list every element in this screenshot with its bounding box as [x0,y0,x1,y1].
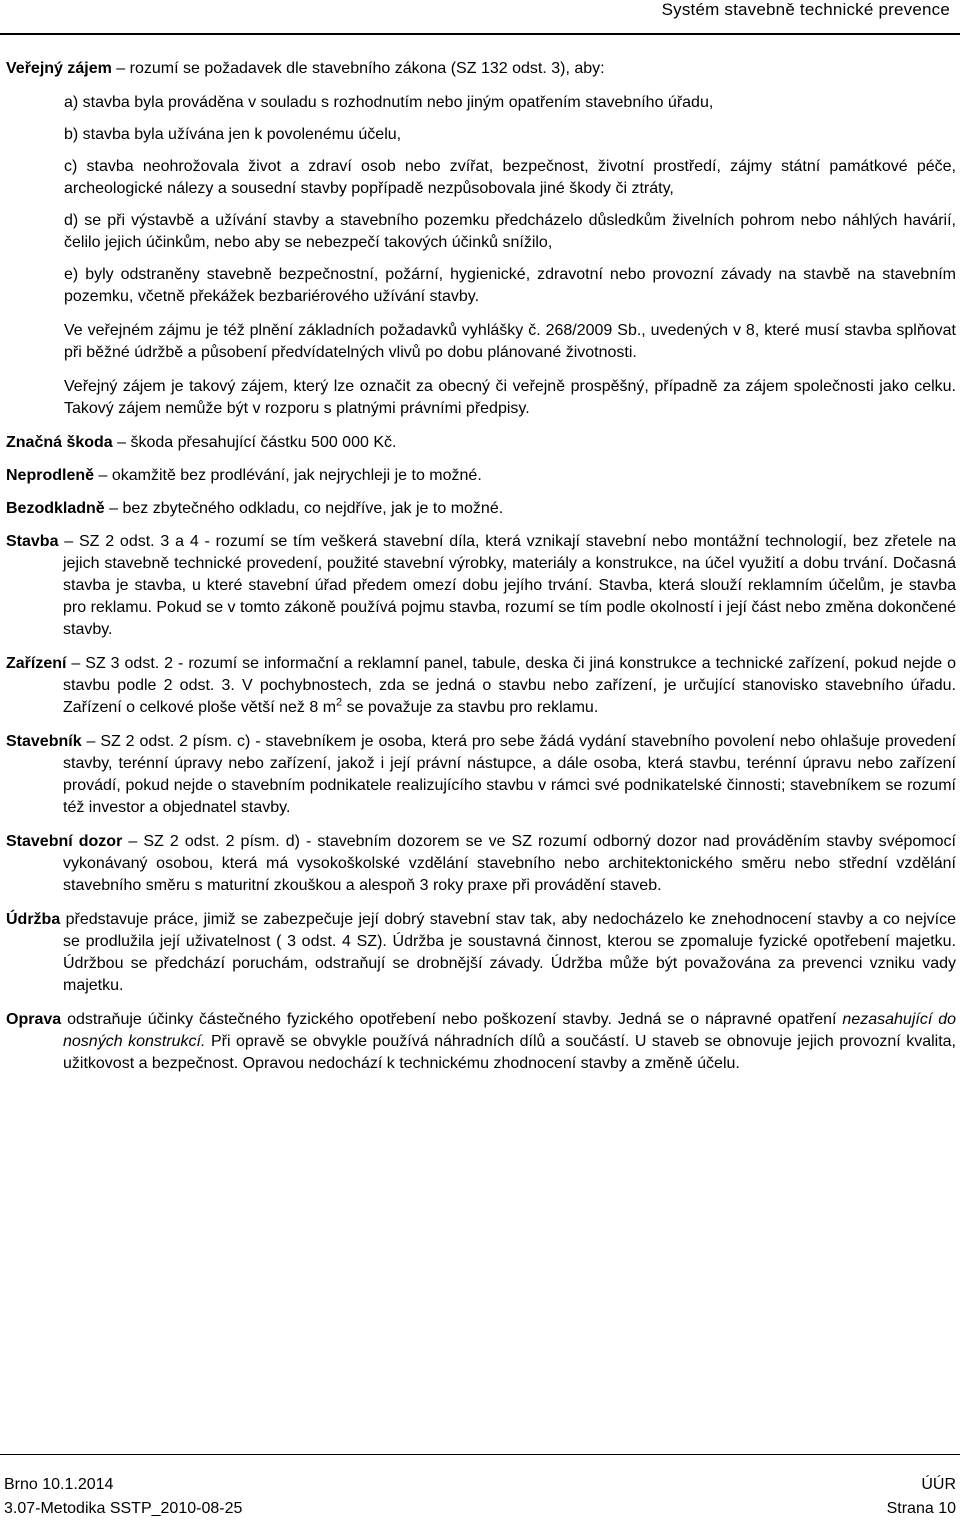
page-header [0,0,960,33]
footer-doc-id: 3.07-Metodika SSTP_2010-08-25 [4,1500,243,1517]
term-dash: – [104,500,123,517]
def-text: se považuje za stavbu pro reklamu. [342,699,599,716]
footer-rule [0,1454,960,1455]
list-item-b: b) stavba byla užívána jen k povolenému účelu, [64,126,402,143]
superscript: 2 [336,696,343,709]
term-oprava: Oprava [6,1011,62,1028]
term-zarizeni: Zařízení [6,655,67,672]
def-stavba [6,531,956,641]
def-text: – SZ 2 odst. 2 písm. d) - stavebním dozorem se ve SZ rozumí odborný dozor nad prováděním stavby svépomocí vykonávaný osobou, která má vysokoškolské vzdělání stavebního nebo architektonického směru nebo střední vzdělání stavebního směru s maturitní zkouškou a alespoň 3 roky praxe při provádění staveb. [63,833,957,894]
def-stavebnik [6,731,956,819]
term-neprodlene: Neprodleně [6,467,95,484]
def-znacna-skoda [6,432,956,454]
header-title: Systém stavebně technické prevence [661,0,950,19]
term-udrzba: Údržba [6,911,61,928]
term-stavebnik: Stavebník [6,733,82,750]
term-dash: – [111,60,130,77]
footer-page-number: Strana 10 [886,1500,956,1517]
verejny-note-1: Ve veřejném zájmu je též plnění základních požadavků vyhlášky č. 268/2009 Sb., uvedených v 8, které musí stavba splňovat při běžné údržbě a působení předvídatelných vlivů po dobu plánované životnosti. [64,322,956,361]
def-stavebni-dozor [6,831,956,897]
def-bezodkladne [6,498,956,520]
list-item-d: d) se při výstavbě a užívání stavby a stavebního pozemku předcházelo důsledkům živelních pohrom nebo náhlých havárií, čelilo jejich účinkům, nebo aby se nebezpečí takových účinků snížilo, [64,212,956,251]
def-text: škoda přesahující částku 500 000 Kč. [130,434,397,451]
def-neprodlene [6,465,956,487]
term-znacna-skoda: Značná škoda [6,434,113,451]
def-text: Při opravě se obvykle používá náhradních dílů a součástí. U staveb se obnovuje jejich provozní kvalita, užitkovost a bezpečnost. Opravou nedochází k technickému zhodnocení stavby a změně účelu. [63,1033,956,1072]
term-stavebni-dozor: Stavební dozor [6,833,123,850]
def-text: bez zbytečného odkladu, co nejdříve, jak je to možné. [122,500,504,517]
def-zarizeni [6,653,956,719]
verejny-note-2: Veřejný zájem je takový zájem, který lze označit za obecný či veřejně prospěšný, případně za zájem společnosti jako celku. Takový zájem nemůže být v rozporu s platnými právními předpisy. [64,378,956,417]
list-item-c: c) stavba neohrožovala život a zdraví osob nebo zvířat, bezpečnost, životní prostředí, zájmy státní památkové péče, archeologické nálezy a sousední stavby popřípadě nezpůsobovala jiné škody či ztráty, [64,158,956,197]
def-oprava [6,1009,956,1075]
verejny-intro-text: rozumí se požadavek dle stavebního zákona (SZ 132 odst. 3), aby: [129,60,605,77]
def-italic-text: nezasahující do nosných konstrukcí. [63,1011,957,1050]
def-text: – SZ 3 odst. 2 - rozumí se informační a reklamní panel, tabule, deska či jiná konstrukce a technické zařízení, pokud nejde o stavbu podle 2 odst. 3. V pochybnostech, zda se jedná o stavbu nebo zařízení, je určující stanovisko stavebního úřadu. Zařízení o celkové ploše větší než 8 m [63,655,956,716]
term-verejny-zajem: Veřejný zájem [6,60,112,77]
term-bezodkladne: Bezodkladně [6,500,105,517]
def-text: okamžitě bez prodlévání, jak nejrychleji je to možné. [111,467,482,484]
footer-date: Brno 10.1.2014 [4,1476,114,1493]
term-dash: – [94,467,112,484]
verejny-zajem-intro [6,58,956,80]
footer-org: ÚÚR [921,1476,956,1493]
term-stavba: Stavba [6,533,59,550]
list-item-e: e) byly odstraněny stavebně bezpečnostní, požární, hygienické, zdravotní nebo provozní závady na stavbě na stavebním pozemku, včetně překážek bezbariérového užívání stavby. [64,266,956,305]
header-rule [0,33,960,35]
term-dash: – [112,434,131,451]
document-body [6,58,956,1075]
list-item-a: a) stavba byla prováděna v souladu s rozhodnutím nebo jiným opatřením stavebního úřadu, [64,94,714,111]
def-text: odstraňuje účinky částečného fyzického opotřebení nebo poškození stavby. Jedná se o nápravné opatření [61,1011,843,1028]
def-udrzba [6,909,956,997]
def-text: – SZ 2 odst. 3 a 4 - rozumí se tím veškerá stavební díla, která vznikají stavební nebo montážní technologií, bez zřetele na jejich stavebně technické provedení, použité stavební výrobky, materiály a konstrukce, na účel využití a dobu trvání. Dočasná stavba je stavba, u které stavební úřad předem omezí dobu jejího trvání. Stavba, která slouží reklamním účelům, je stavba pro reklamu. Pokud se v tomto zákoně používá pojmu stavba, rozumí se tím podle okolností i její část nebo změna dokončené stavby. [58,533,956,638]
def-text: představuje práce, jimiž se zabezpečuje její dobrý stavební stav tak, aby nedocházelo ke znehodnocení stavby a co nejvíce se prodlužila její uživatelnost ( 3 odst. 4 SZ). Údržba je soustavná činnost, kterou se zpomaluje fyzické opotřebení majetku. Údržbou se předchází poruchám, odstraňují se drobnější závady. Údržba může být považována za prevenci vzniku vady majetku. [60,911,956,994]
def-text: – SZ 2 odst. 2 písm. c) - stavebníkem je osoba, která pro sebe žádá vydání stavebního povolení nebo ohlašuje provedení stavby, terénní úpravy nebo zařízení, jakož i její právní nástupce, a dále osoba, která stavbu, terénní úpravu nebo zařízení provádí, pokud nejde o stavebním podnikatele realizujícího stavbu v rámci své podnikatelské činnosti; stavebníkem se rozumí též investor a objednatel stavby. [63,733,956,816]
